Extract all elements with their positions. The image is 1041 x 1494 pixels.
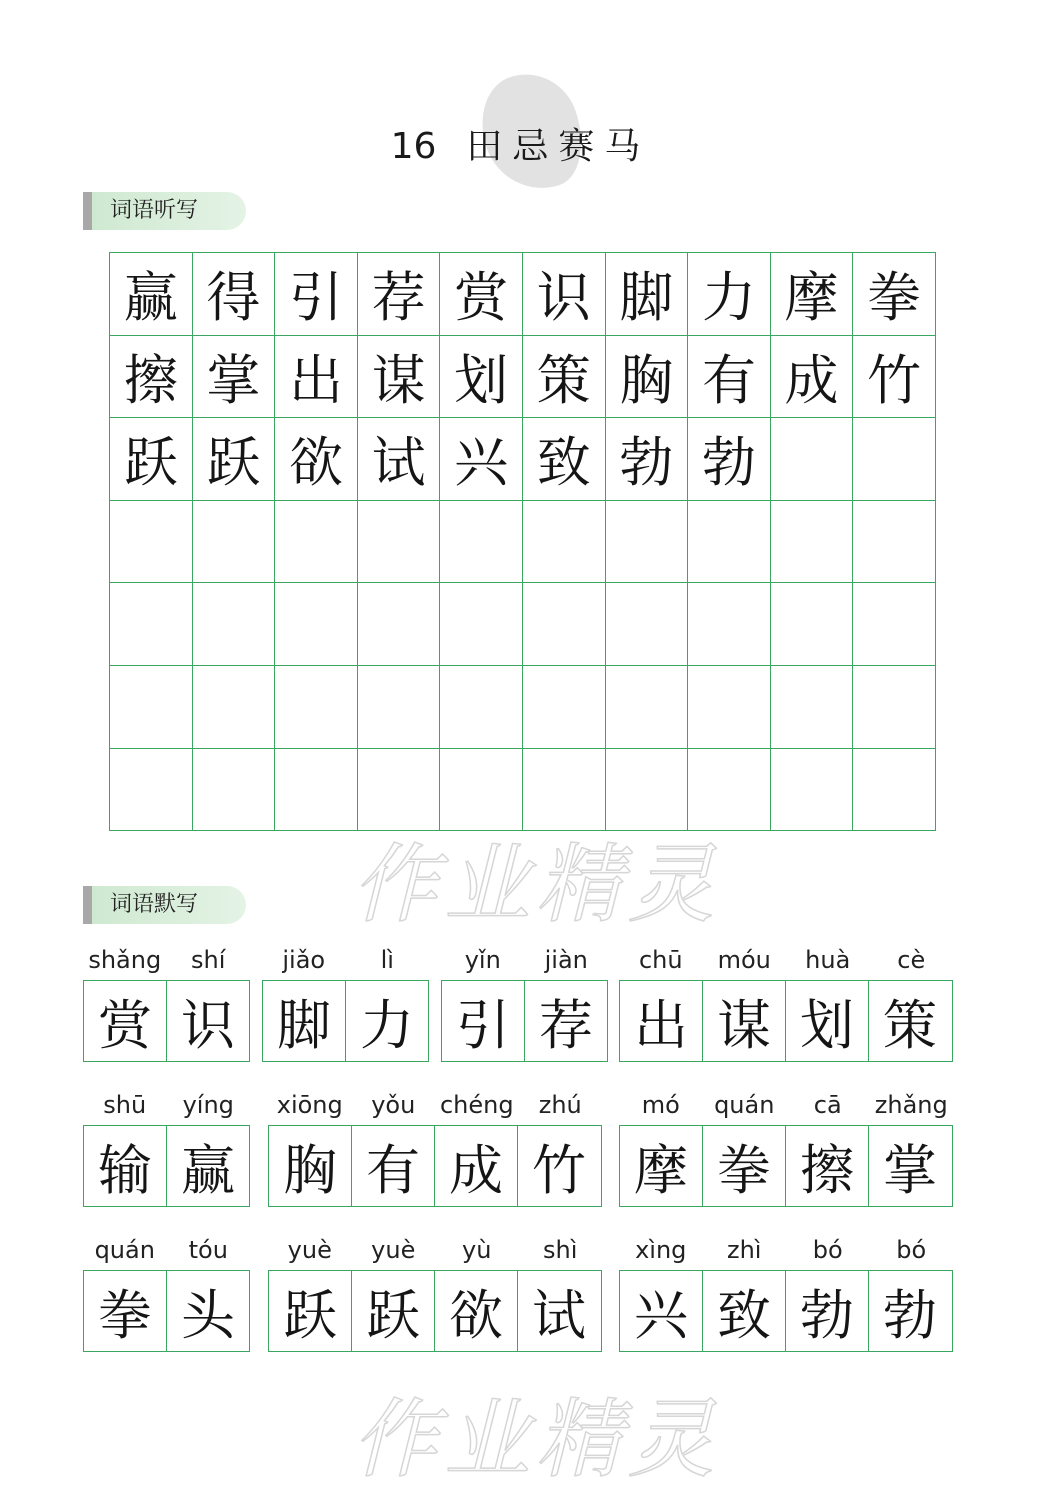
grid-cell (523, 583, 606, 666)
grid-cell: 策 (523, 336, 606, 419)
character-box: 脚 (263, 981, 346, 1061)
character-box: 跃 (352, 1271, 435, 1351)
pinyin-label: tóu (188, 1236, 228, 1264)
grid-cell: 力 (688, 253, 771, 336)
grid-cell: 勃 (688, 418, 771, 501)
character-box: 出 (620, 981, 703, 1061)
grid-cell (110, 501, 193, 584)
character-box: 赏 (84, 981, 167, 1061)
grid-cell (358, 501, 441, 584)
character-box: 谋 (703, 981, 786, 1061)
character-box: 胸 (269, 1126, 352, 1206)
pinyin-label: chéng (439, 1091, 514, 1119)
character-box: 拳 (84, 1271, 167, 1351)
grid-cell: 赢 (110, 253, 193, 336)
word-group (619, 940, 953, 1062)
word-group (441, 940, 608, 1062)
pinyin-label: yǐn (464, 946, 501, 974)
grid-cell (771, 501, 854, 584)
grid-cell (193, 501, 276, 584)
character-box: 引 (442, 981, 525, 1061)
character-box: 掌 (883, 1138, 937, 1202)
grid-cell: 跃 (193, 418, 276, 501)
grid-cell (688, 583, 771, 666)
lesson-title: 田忌赛马 (466, 126, 651, 167)
pinyin-label: shì (543, 1236, 578, 1264)
pinyin-label: xìng (635, 1236, 687, 1264)
watermark: 作业精灵 (352, 1390, 720, 1490)
grid-cell (440, 583, 523, 666)
word-group (83, 1230, 250, 1352)
character-box: 兴 (620, 1271, 703, 1351)
grid-cell (688, 666, 771, 749)
character-box: 有 (352, 1126, 435, 1206)
grid-cell (358, 666, 441, 749)
pinyin-label: bó (896, 1236, 927, 1264)
character-box: 输 (84, 1126, 167, 1206)
grid-cell (606, 583, 689, 666)
grid-cell: 荐 (358, 253, 441, 336)
pinyin-label: yù (462, 1236, 492, 1264)
grid-cell (110, 666, 193, 749)
grid-cell (275, 749, 358, 832)
grid-cell (523, 666, 606, 749)
section-label-writing: 词语默写 (83, 886, 246, 924)
watermark: 作业精灵 (352, 835, 720, 935)
character-box: 试 (532, 1283, 586, 1347)
grid-cell: 勃 (606, 418, 689, 501)
character-box: 勃 (883, 1283, 937, 1347)
word-group (83, 1085, 250, 1207)
word-group (268, 1230, 602, 1352)
word-group (83, 940, 250, 1062)
grid-cell (853, 583, 936, 666)
character-box: 欲 (435, 1271, 518, 1351)
grid-cell (606, 666, 689, 749)
word-group (268, 1085, 602, 1207)
grid-cell: 欲 (275, 418, 358, 501)
grid-cell (440, 501, 523, 584)
word-group (262, 940, 429, 1062)
grid-cell: 致 (523, 418, 606, 501)
grid-cell (523, 501, 606, 584)
grid-cell (193, 666, 276, 749)
pinyin-label: yuè (287, 1236, 332, 1264)
character-box: 力 (360, 993, 414, 1057)
grid-cell (275, 583, 358, 666)
pinyin-label: shí (191, 946, 226, 974)
grid-cell: 擦 (110, 336, 193, 419)
character-box: 勃 (786, 1271, 869, 1351)
pinyin-label: jiàn (544, 946, 588, 974)
grid-cell: 成 (771, 336, 854, 419)
pinyin-label: lì (380, 946, 394, 974)
pinyin-label: zhǎng (874, 1091, 948, 1119)
grid-cell: 拳 (853, 253, 936, 336)
character-box: 擦 (786, 1126, 869, 1206)
grid-cell: 试 (358, 418, 441, 501)
character-box: 竹 (532, 1138, 586, 1202)
grid-cell (110, 749, 193, 832)
grid-cell (110, 583, 193, 666)
grid-cell (771, 583, 854, 666)
pinyin-label: chū (638, 946, 683, 974)
grid-cell (275, 501, 358, 584)
grid-cell: 掌 (193, 336, 276, 419)
grid-cell (275, 666, 358, 749)
character-box: 识 (181, 993, 235, 1057)
character-box: 策 (883, 993, 937, 1057)
pinyin-label: bó (812, 1236, 843, 1264)
grid-cell (606, 501, 689, 584)
grid-cell: 赏 (440, 253, 523, 336)
pinyin-label: móu (717, 946, 771, 974)
grid-cell: 划 (440, 336, 523, 419)
word-group (619, 1230, 953, 1352)
grid-cell (358, 583, 441, 666)
grid-cell: 谋 (358, 336, 441, 419)
pinyin-label: cè (897, 946, 926, 974)
character-box: 划 (786, 981, 869, 1061)
grid-cell: 竹 (853, 336, 936, 419)
grid-cell (771, 418, 854, 501)
page-title (0, 118, 1041, 169)
character-box: 赢 (181, 1138, 235, 1202)
pinyin-label: zhì (727, 1236, 762, 1264)
grid-cell: 兴 (440, 418, 523, 501)
grid-cell: 引 (275, 253, 358, 336)
grid-cell: 有 (688, 336, 771, 419)
grid-cell: 出 (275, 336, 358, 419)
dictation-grid (109, 252, 936, 831)
pinyin-label: shǎng (88, 946, 162, 974)
character-box: 摩 (620, 1126, 703, 1206)
pinyin-label: yíng (182, 1091, 234, 1119)
pinyin-label: mó (641, 1091, 680, 1119)
pinyin-label: yǒu (371, 1091, 416, 1119)
grid-cell (771, 749, 854, 832)
grid-cell: 得 (193, 253, 276, 336)
grid-cell (853, 501, 936, 584)
grid-cell: 脚 (606, 253, 689, 336)
grid-cell (853, 666, 936, 749)
grid-cell: 胸 (606, 336, 689, 419)
character-box: 跃 (269, 1271, 352, 1351)
pinyin-label: quán (94, 1236, 155, 1264)
pinyin-label: jiǎo (282, 946, 326, 974)
grid-cell (440, 666, 523, 749)
pinyin-label: cā (813, 1091, 842, 1119)
grid-cell (193, 583, 276, 666)
grid-cell (853, 749, 936, 832)
pinyin-label: yuè (371, 1236, 416, 1264)
word-group (619, 1085, 953, 1207)
pinyin-label: zhú (538, 1091, 582, 1119)
character-box: 头 (181, 1283, 235, 1347)
grid-cell: 摩 (771, 253, 854, 336)
character-box: 成 (435, 1126, 518, 1206)
character-box: 荐 (539, 993, 593, 1057)
grid-cell (771, 666, 854, 749)
section-label-dictation: 词语听写 (83, 192, 246, 230)
pinyin-label: xiōng (276, 1091, 343, 1119)
pinyin-label: quán (714, 1091, 775, 1119)
pinyin-label: shū (103, 1091, 147, 1119)
pinyin-label: huà (805, 946, 851, 974)
grid-cell (193, 749, 276, 832)
grid-cell (688, 501, 771, 584)
grid-cell (853, 418, 936, 501)
character-box: 致 (703, 1271, 786, 1351)
grid-cell: 识 (523, 253, 606, 336)
lesson-number: 16 (390, 126, 437, 167)
character-box: 拳 (703, 1126, 786, 1206)
grid-cell: 跃 (110, 418, 193, 501)
